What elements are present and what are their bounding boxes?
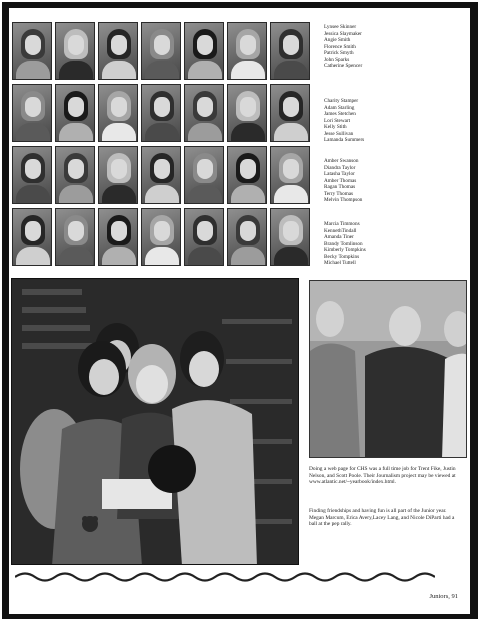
student-portrait bbox=[98, 84, 138, 142]
student-portrait bbox=[227, 84, 267, 142]
student-portrait bbox=[141, 208, 181, 266]
student-portrait bbox=[55, 146, 95, 204]
student-name: Michael Tuttell bbox=[324, 260, 356, 266]
page-number: Juniors, 91 bbox=[429, 593, 458, 600]
student-portrait bbox=[270, 208, 310, 266]
student-portrait bbox=[270, 22, 310, 80]
student-portrait bbox=[227, 22, 267, 80]
student-name: Melvin Thompson bbox=[324, 197, 363, 203]
student-name: Becky Tompkins bbox=[324, 253, 360, 260]
student-portrait bbox=[184, 22, 224, 80]
student-name: James Stetchen bbox=[324, 111, 356, 117]
student-portrait bbox=[98, 146, 138, 204]
student-portrait bbox=[227, 208, 267, 266]
student-name: Patrick Smyth bbox=[324, 50, 354, 56]
name-list-row-1 bbox=[324, 24, 464, 70]
caption-web-page: Doing a web page for CHS was a full time job for Trent Fike, Justin Nelson, and Scott Poole. Their Journalism project may be viewed at www.atlantic.net/~yearbook/index.html. bbox=[309, 466, 456, 486]
name-list-row-4 bbox=[324, 221, 464, 267]
student-name: Lynsee Skinner bbox=[324, 24, 357, 30]
student-name: Amber Thomas bbox=[324, 177, 357, 184]
student-portrait bbox=[141, 22, 181, 80]
student-name: Terry Thomas bbox=[324, 190, 354, 197]
decorative-wave bbox=[15, 570, 435, 584]
student-name: Ragan Thomas bbox=[324, 184, 356, 190]
student-name: Latasha Taylor bbox=[324, 171, 355, 177]
student-name: Amanda Tiner bbox=[324, 234, 354, 240]
student-portrait bbox=[12, 84, 52, 142]
student-portrait bbox=[55, 208, 95, 266]
student-portrait bbox=[227, 146, 267, 204]
student-portrait bbox=[141, 84, 181, 142]
student-portrait bbox=[55, 22, 95, 80]
yearbook-page bbox=[9, 8, 470, 614]
web-page-team-photo-art bbox=[310, 281, 467, 458]
student-portrait bbox=[12, 208, 52, 266]
name-list-row-3 bbox=[324, 158, 464, 204]
student-portrait bbox=[12, 146, 52, 204]
student-portrait bbox=[270, 84, 310, 142]
student-portrait bbox=[270, 146, 310, 204]
student-name: Jessica Slaymaker bbox=[324, 30, 362, 37]
student-name: Charity Stamper bbox=[324, 98, 359, 104]
student-portrait bbox=[184, 146, 224, 204]
pep-rally-photo bbox=[11, 278, 299, 565]
name-list-row-2 bbox=[324, 98, 464, 144]
student-name: Diandra Taylor bbox=[324, 164, 356, 171]
student-name: John Sparks bbox=[324, 56, 350, 63]
student-name: Marcia Timmons bbox=[324, 221, 360, 227]
student-name: Kimberly Tompkins bbox=[324, 247, 366, 253]
student-name: Amber Swanson bbox=[324, 158, 359, 164]
student-name: Angie Smith bbox=[324, 37, 351, 43]
student-name: Jesse Sullivan bbox=[324, 130, 354, 137]
student-portrait bbox=[98, 22, 138, 80]
student-name: Florence Smith bbox=[324, 43, 356, 50]
student-portrait bbox=[184, 208, 224, 266]
student-portrait bbox=[98, 208, 138, 266]
portrait-grid bbox=[12, 22, 318, 280]
student-name: KennethTindall bbox=[324, 227, 357, 234]
web-page-team-photo bbox=[309, 280, 467, 458]
caption-pep-rally: Finding friendships and having fun is all part of the Junior year. Megan Marcum, Erica Avery,Lacey Lang, and Nicole DiParti had a ball at the pep rally. bbox=[309, 508, 455, 528]
student-portrait bbox=[184, 84, 224, 142]
student-portrait bbox=[141, 146, 181, 204]
student-name: Kelly Stith bbox=[324, 124, 347, 130]
student-portrait bbox=[12, 22, 52, 80]
student-name: Adam Starling bbox=[324, 104, 355, 111]
student-name: Lori Stewart bbox=[324, 117, 351, 124]
student-name: Brandy Tomlinson bbox=[324, 240, 363, 247]
student-name: Lamanda Summers bbox=[324, 137, 365, 143]
student-portrait bbox=[55, 84, 95, 142]
student-name: Catherine Spencer bbox=[324, 63, 363, 69]
pep-rally-photo-art bbox=[12, 279, 299, 565]
